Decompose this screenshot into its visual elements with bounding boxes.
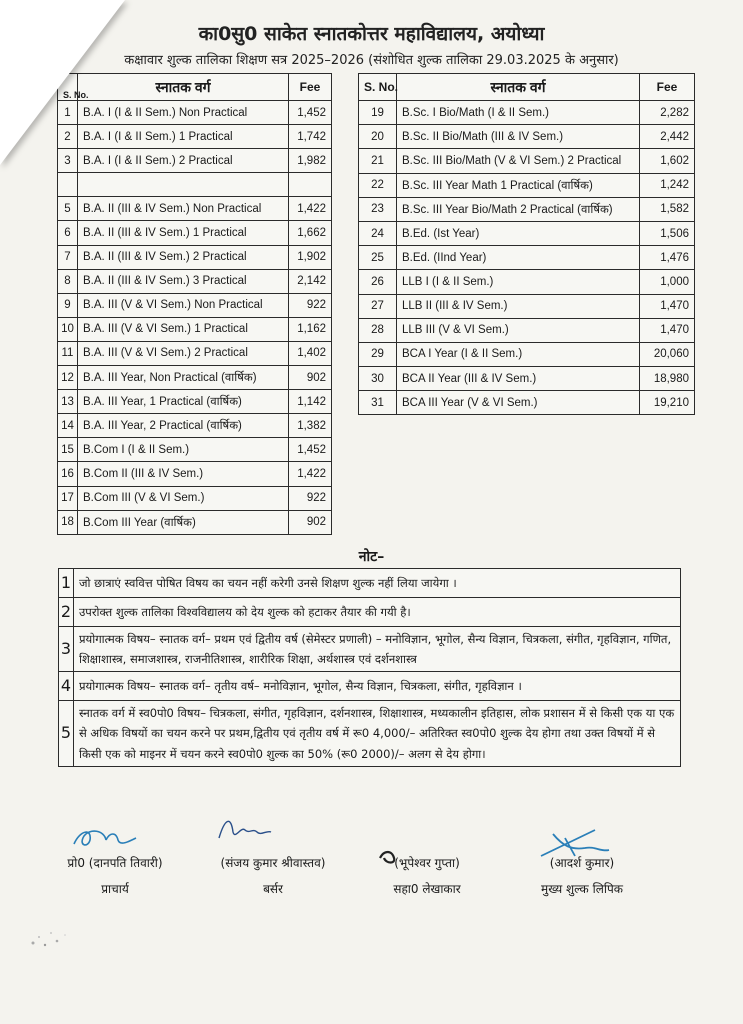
row-sno: 17 <box>58 486 78 510</box>
signatory-name: (भूपेश्वर गुप्ता) <box>394 856 460 870</box>
row-fee: 1,506 <box>640 221 695 245</box>
table-row <box>359 270 695 294</box>
row-fee: 1,982 <box>289 149 332 173</box>
row-course: B.A. I (I & II Sem.) 1 Practical <box>78 125 289 149</box>
table-row <box>58 341 332 365</box>
table-row <box>359 221 695 245</box>
row-fee: 1,902 <box>289 245 332 269</box>
row-sno: 22 <box>359 173 397 197</box>
row-sno: 14 <box>58 414 78 438</box>
row-course: B.A. III (V & VI Sem.) Non Practical <box>78 293 289 317</box>
row-fee: 1,602 <box>640 149 695 173</box>
row-fee: 1,452 <box>289 438 332 462</box>
row-fee: 1,162 <box>289 317 332 341</box>
signature-1-mark <box>70 822 140 852</box>
row-sno: 20 <box>359 125 397 149</box>
table-row <box>359 125 695 149</box>
table-row <box>359 246 695 270</box>
table-row <box>359 318 695 342</box>
row-course: B.Sc. III Year Math 1 Practical (वार्षिक) <box>397 173 640 197</box>
row-sno <box>58 173 78 197</box>
table-row <box>58 269 332 293</box>
row-sno: 3 <box>58 149 78 173</box>
row-course: LLB II (III & IV Sem.) <box>397 294 640 318</box>
row-sno: 5 <box>58 197 78 221</box>
row-sno: 13 <box>58 390 78 414</box>
signatory-designation: बर्सर <box>263 882 283 896</box>
row-fee: 1,422 <box>289 462 332 486</box>
signatory-accountant <box>362 854 492 897</box>
row-course: BCA II Year (III & IV Sem.) <box>397 367 640 391</box>
col-sno: S. No. <box>359 74 397 101</box>
row-sno: 23 <box>359 197 397 221</box>
table-row <box>58 317 332 341</box>
row-fee: 1,242 <box>640 173 695 197</box>
note-item <box>59 701 681 766</box>
row-fee: 1,000 <box>640 270 695 294</box>
row-sno: 29 <box>359 342 397 366</box>
note-text: जो छात्राएं स्ववित्त पोषित विषय का चयन नहीं करेगी उनसे शिक्षण शुल्क नहीं लिया जायेगा । <box>74 569 681 598</box>
row-fee <box>289 173 332 197</box>
notes-table <box>58 568 681 767</box>
row-fee: 19,210 <box>640 391 695 415</box>
row-fee: 1,662 <box>289 221 332 245</box>
table-row <box>359 173 695 197</box>
row-course: B.A. II (III & IV Sem.) 1 Practical <box>78 221 289 245</box>
table-row <box>58 245 332 269</box>
row-course: LLB I (I & II Sem.) <box>397 270 640 294</box>
row-sno: 18 <box>58 510 78 534</box>
row-fee: 1,470 <box>640 294 695 318</box>
row-sno: 31 <box>359 391 397 415</box>
row-sno: 28 <box>359 318 397 342</box>
row-course: B.Sc. I Bio/Math (I & II Sem.) <box>397 101 640 125</box>
row-fee: 2,442 <box>640 125 695 149</box>
row-sno: 8 <box>58 269 78 293</box>
row-fee: 1,422 <box>289 197 332 221</box>
scan-specks <box>25 925 85 955</box>
note-number: 2 <box>59 598 74 627</box>
row-course: BCA I Year (I & II Sem.) <box>397 342 640 366</box>
table-row <box>58 221 332 245</box>
note-text: प्रयोगात्मक विषय– स्नातक वर्ग– तृतीय वर्ष– मनोविज्ञान, भूगोल, सैन्य विज्ञान, चित्रकला, संगीत, गृहविज्ञान । <box>74 672 681 701</box>
signatory-designation: सहा0 लेखाकार <box>393 882 461 896</box>
signatory-designation: प्राचार्य <box>101 882 129 896</box>
table-row <box>58 414 332 438</box>
note-text: स्नातक वर्ग में स्व0पो0 विषय– चित्रकला, संगीत, गृहविज्ञान, दर्शनशास्त्र, शिक्षाशास्त्र, मध्यकालीन इतिहास, लोक प्रशासन में से किसी एक या एक से अधिक विषयों का चयन करने पर प्रथम,द्वितीय एवं तृतीय वर्ष में रू0 4,000/– अतिरिक्त स्व0पो0 शुल्क देय होगा तथा उक्त विषयों में से किसी एक को माइनर में चयन करने स्व0पो0 शुल्क का 50% (रू0 2000)/– अलग से देय होगा। <box>74 701 681 766</box>
row-course: B.Com II (III & IV Sem.) <box>78 462 289 486</box>
signatory-name: (संजय कुमार श्रीवास्तव) <box>220 856 326 870</box>
row-fee: 18,980 <box>640 367 695 391</box>
signatory-bursar <box>198 854 348 897</box>
table-row <box>359 367 695 391</box>
table-row <box>58 486 332 510</box>
row-course: B.Ed. (Ist Year) <box>397 221 640 245</box>
row-fee: 902 <box>289 366 332 390</box>
row-course: B.A. III Year, 1 Practical (वार्षिक) <box>78 390 289 414</box>
row-fee: 1,476 <box>640 246 695 270</box>
row-sno: 11 <box>58 341 78 365</box>
note-number: 4 <box>59 672 74 701</box>
table-row <box>359 101 695 125</box>
row-course: B.A. III Year, 2 Practical (वार्षिक) <box>78 414 289 438</box>
note-text: उपरोक्त शुल्क तालिका विश्वविद्यालय को देय शुल्क को हटाकर तैयार की गयी है। <box>74 598 681 627</box>
row-sno: 6 <box>58 221 78 245</box>
row-fee: 1,582 <box>640 197 695 221</box>
col-fee: Fee <box>640 74 695 101</box>
table-row <box>359 149 695 173</box>
row-fee: 2,282 <box>640 101 695 125</box>
row-sno: 12 <box>58 366 78 390</box>
col-course: स्नातक वर्ग <box>78 74 289 101</box>
row-fee: 902 <box>289 510 332 534</box>
note-item <box>59 569 681 598</box>
college-title: का0सु0 साकेत स्नातकोत्तर महाविद्यालय, अयोध्या <box>198 23 545 45</box>
row-course: B.Com III Year (वार्षिक) <box>78 510 289 534</box>
note-number: 3 <box>59 627 74 672</box>
row-sno: 19 <box>359 101 397 125</box>
fee-table-right <box>358 73 695 415</box>
row-fee: 1,382 <box>289 414 332 438</box>
row-course: BCA III Year (V & VI Sem.) <box>397 391 640 415</box>
table-row <box>58 293 332 317</box>
table-row <box>58 366 332 390</box>
signatory-name: प्रो0 (दानपति तिवारी) <box>67 856 163 870</box>
row-sno: 1 <box>58 101 78 125</box>
row-fee: 1,452 <box>289 101 332 125</box>
row-fee: 2,142 <box>289 269 332 293</box>
signatory-fee-clerk <box>512 854 652 897</box>
note-item <box>59 672 681 701</box>
notes-heading: नोट– <box>358 549 385 565</box>
signatory-name: (आदर्श कुमार) <box>549 856 615 870</box>
table-row <box>359 197 695 221</box>
row-course: B.A. I (I & II Sem.) 2 Practical <box>78 149 289 173</box>
row-fee: 1,470 <box>640 318 695 342</box>
row-course: B.Com III (V & VI Sem.) <box>78 486 289 510</box>
row-course: B.A. II (III & IV Sem.) 2 Practical <box>78 245 289 269</box>
row-course: LLB III (V & VI Sem.) <box>397 318 640 342</box>
note-number: 5 <box>59 701 74 766</box>
col-course: स्नातक वर्ग <box>397 74 640 101</box>
row-sno: 30 <box>359 367 397 391</box>
note-text: प्रयोगात्मक विषय– स्नातक वर्ग– प्रथम एवं द्वितीय वर्ष (सेमेस्टर प्रणाली) – मनोविज्ञान, भूगोल, सैन्य विज्ञान, चित्रकला, संगीत, गृहविज्ञान, गणित, शिक्षाशास्त्र, समाजशास्त्र, राजनीतिशास्त्र, शारीरिक शिक्षा, अर्थशास्त्र एवं दर्शनशास्त्र <box>74 627 681 672</box>
row-course: B.A. I (I & II Sem.) Non Practical <box>78 101 289 125</box>
table-row <box>359 294 695 318</box>
note-item <box>59 627 681 672</box>
row-fee: 20,060 <box>640 342 695 366</box>
row-sno: 2 <box>58 125 78 149</box>
row-course: B.A. III Year, Non Practical (वार्षिक) <box>78 366 289 390</box>
row-course: B.Sc. II Bio/Math (III & IV Sem.) <box>397 125 640 149</box>
fee-schedule-subtitle: कक्षावार शुल्क तालिका शिक्षण सत्र 2025–2026 (संशोधित शुल्क तालिका 29.03.2025 के अनुसार) <box>124 53 619 68</box>
row-fee: 1,402 <box>289 341 332 365</box>
col-fee: Fee <box>289 74 332 101</box>
table-row <box>58 438 332 462</box>
row-course: B.Sc. III Year Bio/Math 2 Practical (वार्षिक) <box>397 197 640 221</box>
signatory-principal <box>40 854 190 897</box>
signature-2-mark <box>215 812 275 842</box>
note-number: 1 <box>59 569 74 598</box>
folded-corner <box>0 0 125 165</box>
table-row <box>58 173 332 197</box>
col-sno: S. No. <box>58 74 78 101</box>
row-course: B.Sc. III Bio/Math (V & VI Sem.) 2 Practical <box>397 149 640 173</box>
row-sno: 9 <box>58 293 78 317</box>
table-row <box>58 510 332 534</box>
row-sno: 21 <box>359 149 397 173</box>
row-sno: 26 <box>359 270 397 294</box>
row-sno: 7 <box>58 245 78 269</box>
row-course: B.A. III (V & VI Sem.) 2 Practical <box>78 341 289 365</box>
row-sno: 15 <box>58 438 78 462</box>
note-item <box>59 598 681 627</box>
row-course: B.A. III (V & VI Sem.) 1 Practical <box>78 317 289 341</box>
table-row <box>359 342 695 366</box>
row-sno: 27 <box>359 294 397 318</box>
row-fee: 1,742 <box>289 125 332 149</box>
table-row <box>58 390 332 414</box>
table-row <box>58 462 332 486</box>
row-course: B.Com I (I & II Sem.) <box>78 438 289 462</box>
row-fee: 922 <box>289 486 332 510</box>
row-sno: 16 <box>58 462 78 486</box>
row-sno: 24 <box>359 221 397 245</box>
table-row <box>58 197 332 221</box>
row-course: B.A. II (III & IV Sem.) 3 Practical <box>78 269 289 293</box>
row-course <box>78 173 289 197</box>
row-sno: 10 <box>58 317 78 341</box>
row-fee: 922 <box>289 293 332 317</box>
row-sno: 25 <box>359 246 397 270</box>
table-row <box>359 391 695 415</box>
row-fee: 1,142 <box>289 390 332 414</box>
row-course: B.A. II (III & IV Sem.) Non Practical <box>78 197 289 221</box>
row-course: B.Ed. (IInd Year) <box>397 246 640 270</box>
signatory-designation: मुख्य शुल्क लिपिक <box>541 882 623 896</box>
